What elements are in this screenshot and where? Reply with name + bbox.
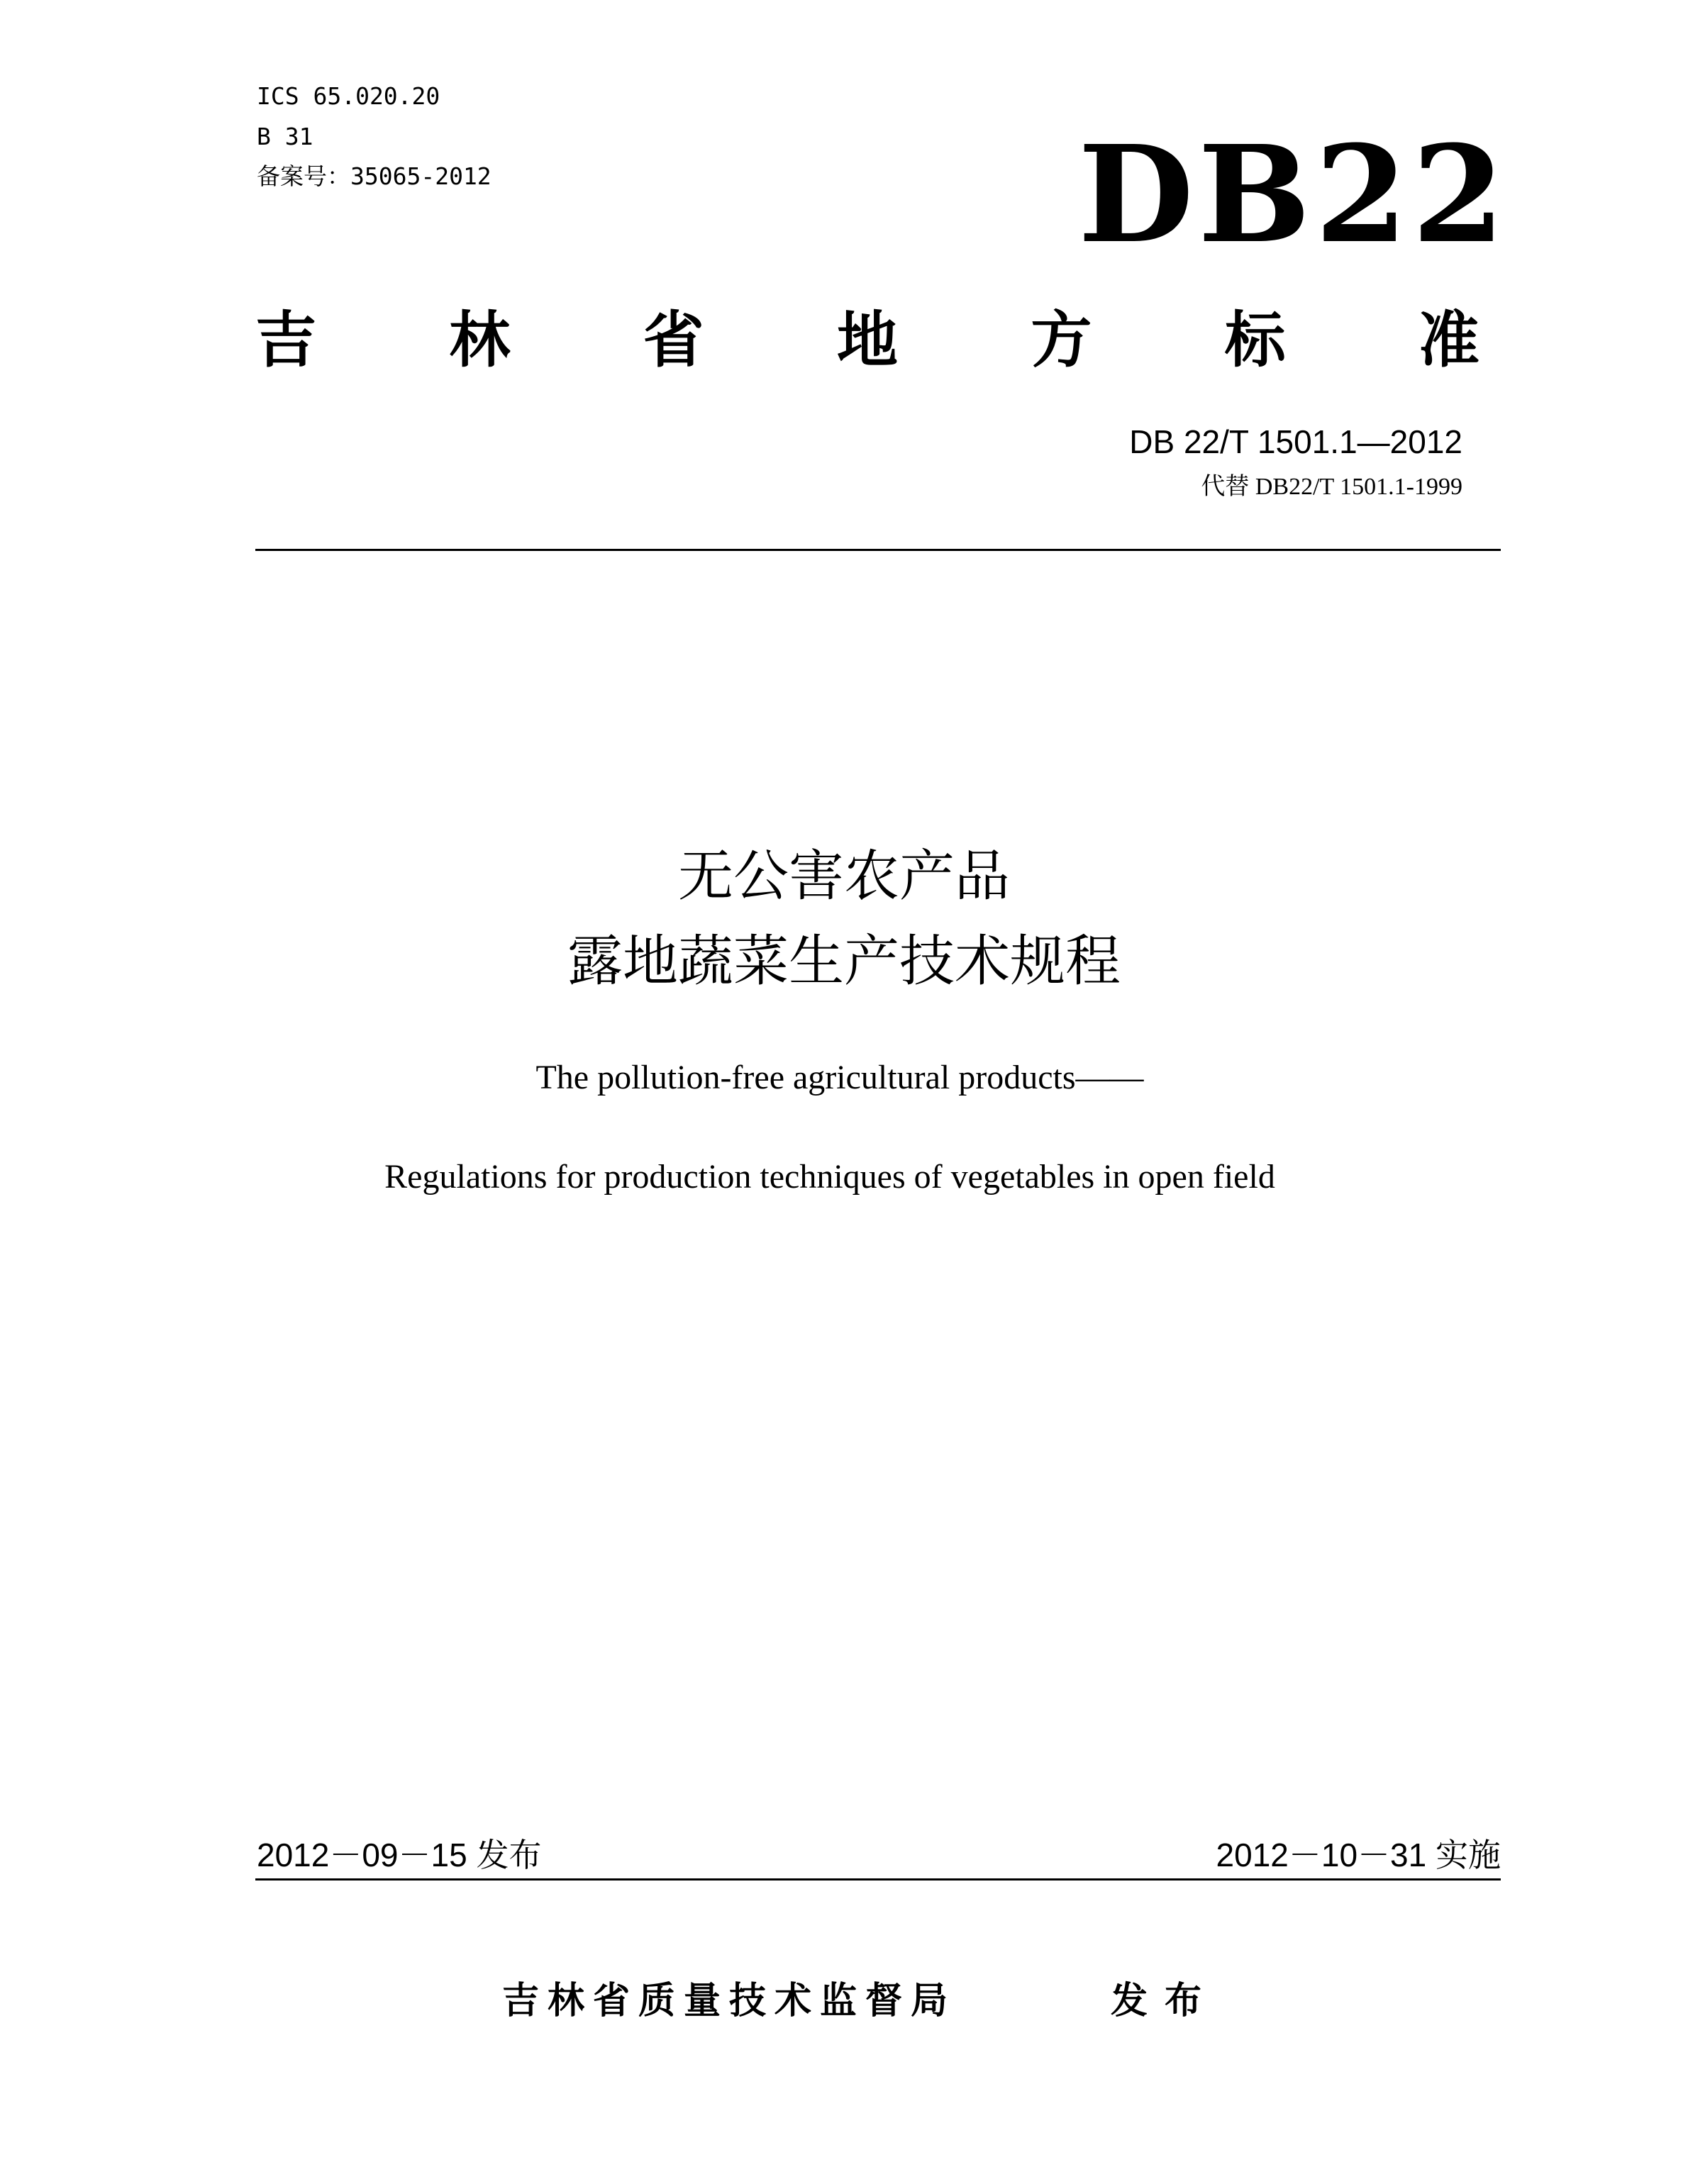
ics-code: ICS 65.020.20 <box>257 82 440 110</box>
bottom-divider <box>255 1878 1501 1881</box>
standard-type-heading <box>255 305 1479 376</box>
title-en-line-2: Regulations for production techniques of vegetables in open field <box>384 1158 1275 1196</box>
replaces-standard: 代替 DB22/T 1501.1-1999 <box>1201 474 1462 500</box>
publisher-name: 吉林省质量技术监督局 <box>502 1980 957 2022</box>
standard-type-char: 标 <box>1224 305 1286 376</box>
implementation-date: 2012－10－31 实施 <box>1216 1837 1501 1873</box>
title-en-line-1: The pollution-free agricultural products—— <box>535 1059 1144 1096</box>
standard-number: DB 22/T 1501.1—2012 <box>1129 423 1462 460</box>
record-number: 备案号：35065-2012 <box>257 162 492 190</box>
title-cn-line-1: 无公害农产品 <box>677 845 1010 908</box>
publish-action: 发布 <box>1111 1980 1219 2022</box>
standard-type-char: 吉 <box>255 305 316 376</box>
standard-type-char: 林 <box>449 305 511 376</box>
standard-code-logo: DB22 <box>1078 116 1509 273</box>
issue-date: 2012－09－15 发布 <box>257 1837 542 1873</box>
classification-code: B 31 <box>257 123 313 150</box>
standard-type-char: 方 <box>1031 305 1092 376</box>
standard-type-char: 准 <box>1418 305 1479 376</box>
standard-type-char: 地 <box>836 305 898 376</box>
top-divider <box>255 549 1501 551</box>
standard-type-char: 省 <box>643 305 704 376</box>
title-cn-line-2: 露地蔬菜生产技术规程 <box>567 930 1121 993</box>
